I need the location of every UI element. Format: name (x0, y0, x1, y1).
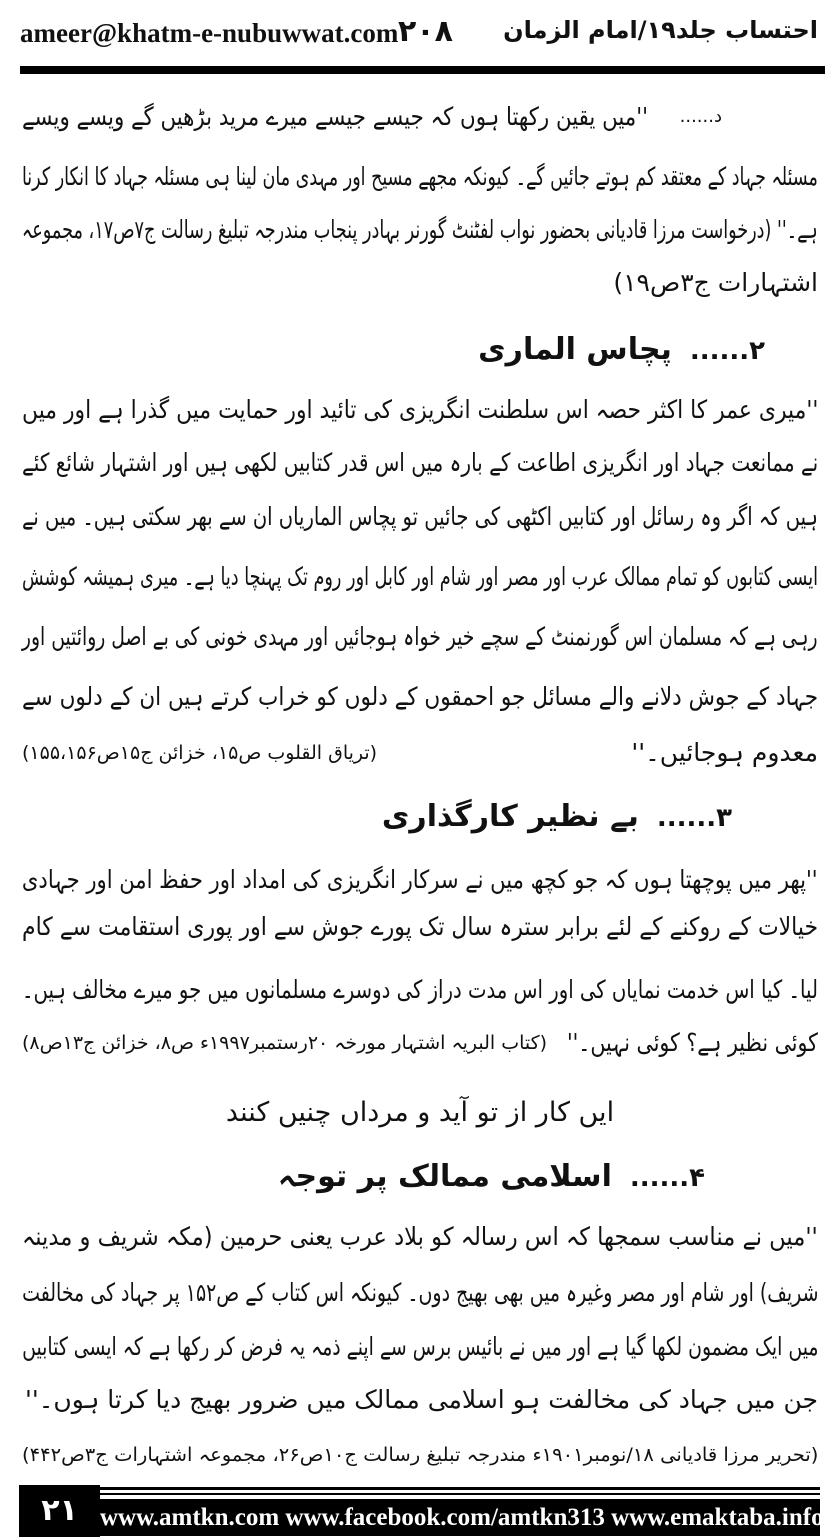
text-line (22, 440, 818, 486)
text-line (22, 1324, 818, 1370)
section-title: اسلامی ممالک پر توجہ (277, 1159, 612, 1194)
text-line (22, 1214, 818, 1260)
line-text: میں ایک مضمون لکھا گیا ہے اور میں نے بائیس برس سے اپنے ذمہ یہ فرض کر رکھا ہے کہ ایسی کتابیں (21, 1332, 818, 1361)
text-line (22, 207, 818, 253)
section-number: ۴...... (629, 1163, 705, 1193)
text-line (22, 857, 818, 903)
section-heading (478, 325, 765, 376)
section-number: ۳...... (656, 803, 732, 833)
line-text: ہے۔'' (درخواست مرزا قادیانی بحضور نواب لفٹنٹ گورنر بہادر پنجاب مندرجہ تبلیغ رسالت ج۷ص۱۷، مجموعہ (22, 215, 818, 244)
text-line (22, 614, 818, 660)
section-number: ۲...... (689, 336, 765, 366)
section-heading (278, 1152, 705, 1203)
line-text: لیا۔ کیا اس خدمت نمایاں کی اور اس مدت دراز کی دوسرے مسلمانوں میں جو میرے مخالف ہیں۔ (22, 975, 818, 1004)
book-title: احتساب جلد۱۹/امام الزمان (503, 16, 818, 44)
line-text: معدوم ہوجائیں۔'' (631, 738, 818, 767)
footer-rule (100, 1493, 820, 1495)
header-rule (20, 66, 825, 74)
text-line (22, 154, 818, 200)
line-text: کوئی نظیر ہے؟ کوئی نہیں۔'' (567, 1028, 818, 1057)
line-text: خیالات کے روکنے کے لئے برابر سترہ سال تک پورے جوش سے اور پوری استقامت سے کام (21, 912, 818, 941)
citation: (تحریر مرزا قادیانی ۱۸/نومبر۱۹۰۱ء مندرجہ تبلیغ رسالت ج۱۰ص۲۶، مجموعہ اشتہارات ج۳ص۴۴۲) (21, 1444, 818, 1466)
text-line (22, 494, 818, 540)
text-line (22, 1270, 818, 1316)
line-text: رہی ہے کہ مسلمان اس گورنمنٹ کے سچے خیر خواہ ہوجائیں اور مہدی خونی کی بے اصل روائتیں اور (22, 622, 818, 651)
sheet-number: ۲۱ (19, 1485, 100, 1537)
citation: (تریاق القلوب ص۱۵، خزائن ج۱۵ص۱۵۵،۱۵۶) (22, 742, 378, 764)
text-line (22, 387, 818, 433)
text-line (22, 674, 818, 720)
line-text: شریف) اور شام اور مصر وغیرہ میں بھی بھیج دوں۔ کیونکہ اس کتاب کے ص۱۵۲ پر جہاد کی مخالفت (21, 1278, 818, 1307)
persian-verse: ایں کار از تو آید و مرداں چنیں کنند (225, 1097, 615, 1128)
text-line (22, 260, 818, 306)
text-line (22, 1377, 818, 1423)
line-text: ''میں یقین رکھتا ہوں کہ جیسے جیسے میرے مرید بڑھیں گے ویسے ویسے (22, 102, 648, 131)
text-line (22, 730, 818, 776)
text-line (22, 967, 818, 1013)
text-line (22, 94, 818, 140)
text-line (22, 1020, 818, 1066)
line-text: جن میں جہاد کی مخالفت ہو اسلامی ممالک میں ضرور بھیج دیا کرتا ہوں۔'' (25, 1385, 818, 1414)
footer-links: www.amtkn.com www.facebook.com/amtkn313 www.emaktaba.info (100, 1499, 820, 1536)
section-title: پچاس الماری (478, 332, 672, 367)
line-text: نے ممانعت جہاد اور انگریزی اطاعت کے بارہ میں اس قدر کتابیں لکھی ہیں اور اشتہار شائع کئے (21, 448, 818, 477)
line-text: ہیں کہ اگر وہ رسائل اور کتابیں اکٹھی کی جائیں تو پچاس الماریاں ان سے بھر سکتی ہیں۔ میں نے (22, 502, 818, 531)
line-text: ''میری عمر کا اکثر حصہ اس سلطنت انگریزی کی تائید اور حمایت میں گذرا ہے اور میں (21, 395, 818, 424)
line-text: جہاد کے جوش دلانے والے مسائل جو احمقوں کے دلوں کو خراب کرتے ہیں ان کے دلوں سے (21, 682, 818, 711)
line-text: مسئلہ جہاد کے معتقد کم ہوتے جائیں گے۔ کیونکہ مجھے مسیح اور مہدی مان لینا ہی مسئلہ جہاد کا انکار کرنا (22, 162, 818, 191)
line-text: ''پھر میں پوچھتا ہوں کہ جو کچھ میں نے سرکار انگریزی کی امداد اور حفظ امن اور جہادی (22, 865, 818, 894)
citation: (کتاب البریہ اشتہار مورخہ ۲۰رستمبر۱۹۹۷ء ص۸، خزائن ج۱۳ص۸) (22, 1032, 548, 1054)
page-number: ۲۰۸ (398, 14, 453, 49)
header-email: ameer@khatm-e-nubuwwat.com (20, 18, 399, 48)
line-text: ''میں نے مناسب سمجھا کہ اس رسالہ کو بلاد عرب یعنی حرمین (مکہ شریف و مدینہ (22, 1222, 818, 1251)
item-marker: د...... (679, 106, 722, 127)
text-line (22, 554, 818, 600)
line-text: اشتہارات ج۳ص۱۹) (613, 268, 818, 297)
section-heading (382, 792, 732, 843)
section-title: بے نظیر کارگذاری (381, 799, 639, 834)
footer-rule (100, 1487, 820, 1490)
citation-line (22, 1430, 818, 1476)
line-text: ایسی کتابوں کو تمام ممالک عرب اور مصر اور شام اور کابل اور روم تک پہنچا دیا ہے۔ میری ہمیشہ کوشش (21, 562, 818, 591)
text-line (22, 904, 818, 950)
